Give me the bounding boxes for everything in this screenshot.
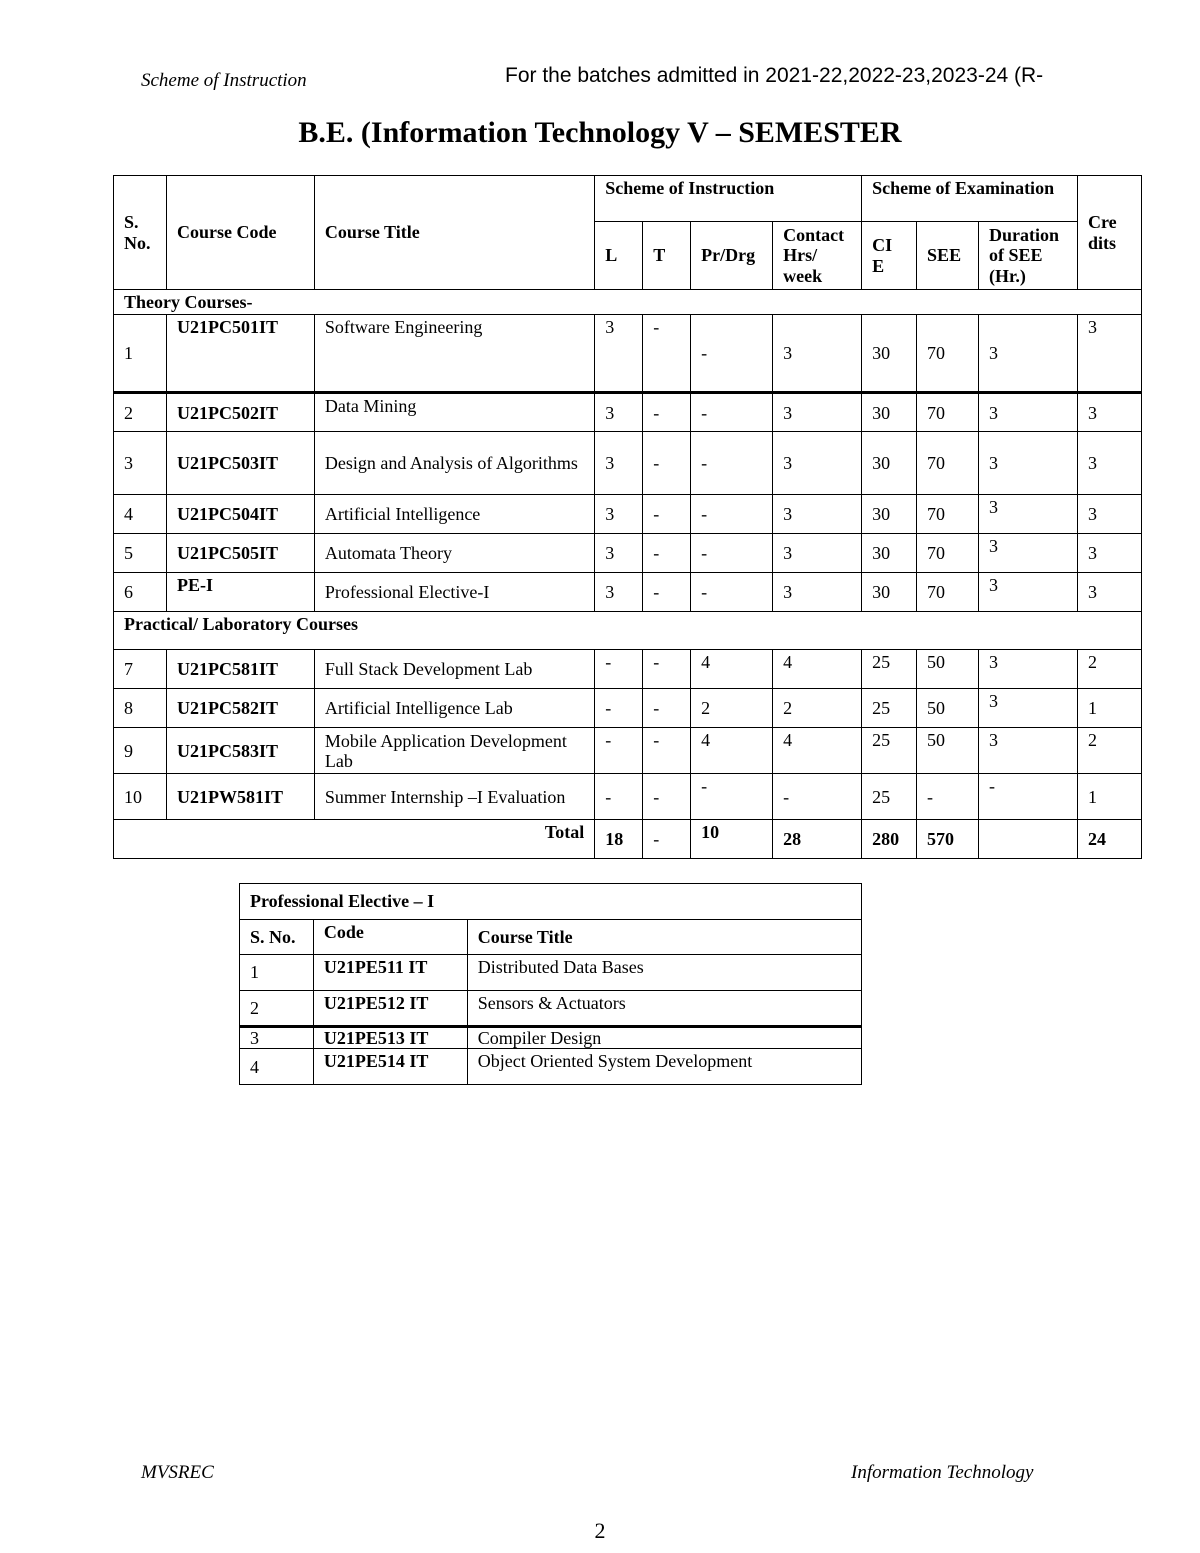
cell-code: U21PC505IT [166,534,314,573]
cell-T: - [643,534,691,573]
section-label-practical: Practical/ Laboratory Courses [114,612,1142,650]
cell-T: - [643,432,691,495]
cell-T: - [643,728,691,774]
pe-cell-title: Distributed Data Bases [467,955,861,991]
pe-cell-title: Object Oriented System Development [467,1049,861,1085]
pe-cell-sno: 3 [240,1027,314,1049]
table-row [114,534,1142,573]
cell-see: 70 [917,573,979,612]
cell-credits: 2 [1077,650,1141,689]
section-row-theory [114,290,1142,315]
cell-see: 70 [917,315,979,393]
cell-cie: 30 [862,315,917,393]
pe-cell-code: U21PE514 IT [313,1049,467,1085]
cell-prdrg: - [691,432,773,495]
total-contact: 28 [773,820,862,859]
cell-sno: 3 [114,432,167,495]
cell-cie: 25 [862,774,917,820]
table-row [114,432,1142,495]
cell-contact: 3 [773,534,862,573]
cell-code: U21PW581IT [166,774,314,820]
pe-cell-code: U21PE513 IT [313,1027,467,1049]
pe-cell-title: Sensors & Actuators [467,991,861,1027]
cell-sno: 10 [114,774,167,820]
pe-cell-sno: 4 [240,1049,314,1085]
cell-see: 70 [917,393,979,432]
cell-L: 3 [595,573,643,612]
cell-see: 50 [917,650,979,689]
cell-prdrg: 4 [691,728,773,774]
cell-code: U21PC582IT [166,689,314,728]
total-cie: 280 [862,820,917,859]
header-course-title: Course Title [314,176,594,290]
cell-title: Mobile Application Development Lab [314,728,594,774]
header-contact: Contact Hrs/ week [773,222,862,290]
cell-title: Data Mining [314,393,594,432]
cell-title: Software Engineering [314,315,594,393]
cell-duration: 3 [979,393,1078,432]
table-row [240,991,862,1027]
cell-code: U21PC581IT [166,650,314,689]
professional-elective-table [239,883,862,1085]
table-row [114,650,1142,689]
cell-cie: 30 [862,495,917,534]
cell-L: - [595,650,643,689]
cell-L: 3 [595,534,643,573]
pe-cell-sno: 2 [240,991,314,1027]
cell-sno: 4 [114,495,167,534]
cell-see: 70 [917,432,979,495]
pe-header-code: Code [313,920,467,955]
cell-prdrg: - [691,534,773,573]
cell-cie: 30 [862,393,917,432]
section-row-practical [114,612,1142,650]
cell-credits: 3 [1077,432,1141,495]
cell-L: 3 [595,495,643,534]
cell-cie: 30 [862,573,917,612]
cell-prdrg: 2 [691,689,773,728]
cell-see: - [917,774,979,820]
cell-title: Professional Elective-I [314,573,594,612]
header-scheme-examination: Scheme of Examination [862,176,1078,222]
table-row [240,1027,862,1049]
cell-credits: 3 [1077,495,1141,534]
header-course-code: Course Code [166,176,314,290]
cell-T: - [643,573,691,612]
cell-T: - [643,774,691,820]
cell-title: Artificial Intelligence Lab [314,689,594,728]
cell-L: 3 [595,315,643,393]
cell-T: - [643,650,691,689]
cell-see: 50 [917,689,979,728]
cell-cie: 30 [862,432,917,495]
cell-contact: - [773,774,862,820]
header-duration: Duration of SEE (Hr.) [979,222,1078,290]
cell-sno: 5 [114,534,167,573]
table-row [240,1049,862,1085]
cell-cie: 25 [862,650,917,689]
total-duration [979,820,1078,859]
cell-T: - [643,315,691,393]
cell-code: U21PC504IT [166,495,314,534]
cell-prdrg: - [691,495,773,534]
cell-contact: 4 [773,728,862,774]
header-prdrg: Pr/Drg [691,222,773,290]
header-T: T [643,222,691,290]
cell-title: Artificial Intelligence [314,495,594,534]
cell-see: 70 [917,534,979,573]
cell-T: - [643,393,691,432]
cell-duration: - [979,774,1078,820]
cell-contact: 3 [773,393,862,432]
cell-code: U21PC583IT [166,728,314,774]
cell-prdrg: 4 [691,650,773,689]
page-number: 2 [594,1518,606,1543]
cell-prdrg: - [691,315,773,393]
cell-credits: 3 [1077,315,1141,393]
cell-duration: 3 [979,495,1078,534]
cell-code: U21PC502IT [166,393,314,432]
cell-see: 70 [917,495,979,534]
cell-L: - [595,689,643,728]
cell-credits: 1 [1077,774,1141,820]
cell-cie: 25 [862,689,917,728]
header-credits: Cre dits [1077,176,1141,290]
header-cie: CI E [862,222,917,290]
cell-code: U21PC501IT [166,315,314,393]
pe-header-sno: S. No. [240,920,314,955]
total-L: 18 [595,820,643,859]
total-row [114,820,1142,859]
cell-prdrg: - [691,393,773,432]
cell-title: Full Stack Development Lab [314,650,594,689]
cell-sno: 1 [114,315,167,393]
header-scheme-label: Scheme of Instruction [141,70,307,91]
cell-L: - [595,774,643,820]
cell-T: - [643,495,691,534]
cell-credits: 3 [1077,573,1141,612]
cell-contact: 4 [773,650,862,689]
cell-credits: 1 [1077,689,1141,728]
table-row [114,573,1142,612]
header-see: SEE [917,222,979,290]
cell-L: 3 [595,432,643,495]
cell-cie: 25 [862,728,917,774]
cell-duration: 3 [979,650,1078,689]
cell-sno: 6 [114,573,167,612]
cell-sno: 2 [114,393,167,432]
header-L: L [595,222,643,290]
page-title: B.E. (Information Technology V – SEMESTER [298,116,902,149]
cell-contact: 3 [773,432,862,495]
cell-duration: 3 [979,534,1078,573]
pe-header-title: Course Title [467,920,861,955]
cell-duration: 3 [979,728,1078,774]
total-credits: 24 [1077,820,1141,859]
total-prdrg: 10 [691,820,773,859]
cell-credits: 2 [1077,728,1141,774]
cell-code: U21PC503IT [166,432,314,495]
cell-duration: 3 [979,573,1078,612]
footer-department: Information Technology [851,1462,1034,1483]
cell-cie: 30 [862,534,917,573]
cell-sno: 9 [114,728,167,774]
pe-cell-code: U21PE511 IT [313,955,467,991]
table-row [114,774,1142,820]
cell-prdrg: - [691,573,773,612]
section-label-theory: Theory Courses- [114,290,1142,315]
table-row [114,495,1142,534]
header-batches-label: For the batches admitted in 2021-22,2022-23,2023-24 (R- [505,64,1044,87]
cell-contact: 3 [773,315,862,393]
table-row [114,728,1142,774]
header-row-1 [114,176,1142,222]
cell-sno: 8 [114,689,167,728]
cell-sno: 7 [114,650,167,689]
cell-L: 3 [595,393,643,432]
cell-see: 50 [917,728,979,774]
cell-duration: 3 [979,315,1078,393]
pe-cell-title: Compiler Design [467,1027,861,1049]
cell-title: Design and Analysis of Algorithms [314,432,594,495]
cell-duration: 3 [979,689,1078,728]
table-row [114,689,1142,728]
cell-contact: 3 [773,573,862,612]
cell-contact: 2 [773,689,862,728]
cell-title: Automata Theory [314,534,594,573]
scheme-table [113,175,1142,859]
cell-credits: 3 [1077,534,1141,573]
pe-header-row [240,920,862,955]
total-label: Total [114,820,595,859]
pe-cell-code: U21PE512 IT [313,991,467,1027]
table-row [114,315,1142,393]
cell-T: - [643,689,691,728]
cell-contact: 3 [773,495,862,534]
pe-heading-row [240,884,862,920]
cell-L: - [595,728,643,774]
table-row [240,955,862,991]
pe-cell-sno: 1 [240,955,314,991]
cell-duration: 3 [979,432,1078,495]
header-scheme-instruction: Scheme of Instruction [595,176,862,222]
header-sno: S. No. [114,176,167,290]
table-row [114,393,1142,432]
cell-title: Summer Internship –I Evaluation [314,774,594,820]
cell-prdrg: - [691,774,773,820]
footer-institution: MVSREC [141,1462,214,1483]
pe-heading: Professional Elective – I [240,884,862,920]
cell-credits: 3 [1077,393,1141,432]
total-see: 570 [917,820,979,859]
cell-code: PE-I [166,573,314,612]
total-T: - [643,820,691,859]
